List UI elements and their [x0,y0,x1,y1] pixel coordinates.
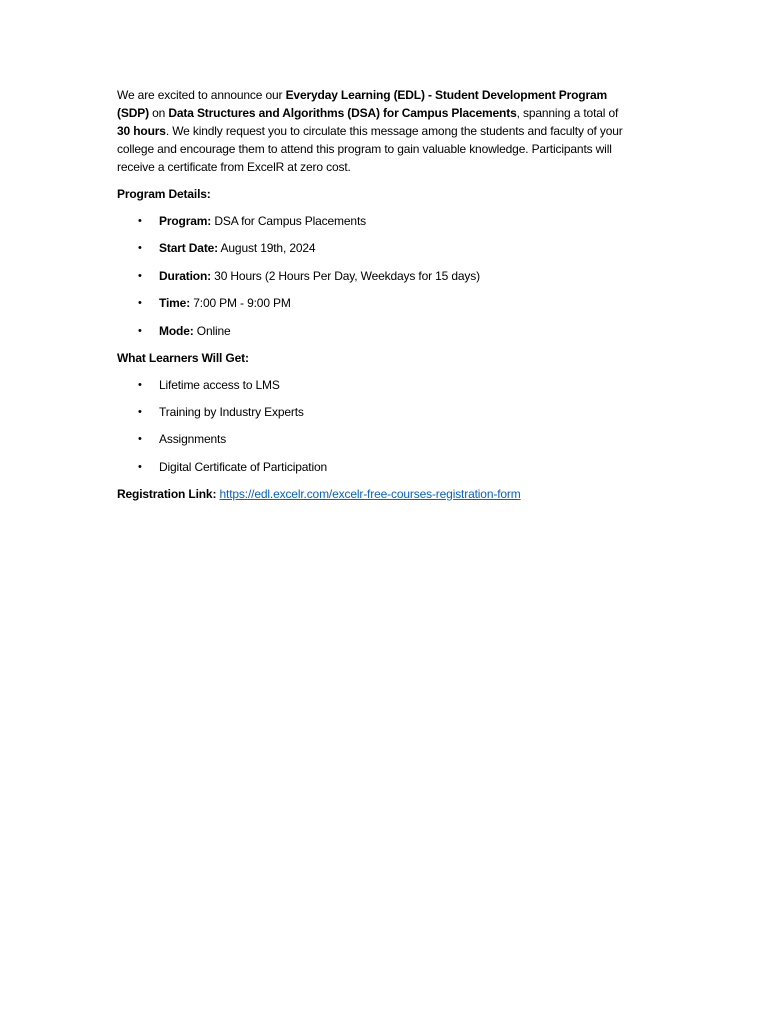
bullet-icon: • [138,405,142,418]
detail-label: Start Date: [159,241,219,256]
detail-value: DSA for Campus Placements [211,214,366,228]
program-details-list [117,212,633,340]
learners-list [117,376,633,476]
bullet-icon: • [138,433,142,446]
program-details-heading: Program Details: [117,187,211,201]
bullet-icon: • [138,297,142,310]
intro-text: . We kindly request you to circulate this message among the students and faculty of your college and encourage them to attend this program to gain valuable knowledge. Participants will receive a certificate from ExcelR at zero cost. [117,124,623,174]
detail-label: Time: [159,296,191,311]
benefit-text: Digital Certificate of Participation [159,459,328,474]
course-name: Data Structures and Algorithms (DSA) for Campus Placements [168,106,517,120]
learner-benefit-item [117,458,633,476]
detail-value: Online [193,323,231,338]
bullet-icon: • [138,215,142,227]
learners-heading: What Learners Will Get: [117,350,249,365]
document-body [117,86,633,503]
registration-link[interactable]: https://edl.excelr.com/excelr-free-courses-registration-form [219,486,521,501]
bullet-icon: • [138,324,142,337]
program-detail-item [117,239,633,257]
learner-benefit-item [117,430,633,448]
benefit-text: Assignments [159,432,227,447]
detail-value: August 19th, 2024 [218,241,316,256]
benefit-text: Training by Industry Experts [159,404,304,419]
program-detail-item [117,212,633,230]
intro-paragraph [117,86,633,176]
program-detail-item [117,294,633,312]
bullet-icon: • [138,269,142,282]
intro-text: on [148,106,169,120]
learner-benefit-item [117,403,633,421]
detail-label: Mode: [159,323,194,338]
learner-benefit-item [117,376,633,394]
bullet-icon: • [138,460,142,473]
bullet-icon: • [138,378,142,391]
detail-label: Duration: [159,268,211,283]
intro-text: , spanning a total of [516,106,619,120]
registration-label: Registration Link: [117,486,217,501]
program-detail-item [117,322,633,340]
detail-value: 30 Hours (2 Hours Per Day, Weekdays for 15 days) [210,268,480,283]
total-hours: 30 hours [117,124,166,138]
program-name: Everyday Learning (EDL) - Student Development Program (SDP) [117,88,608,120]
detail-value: 7:00 PM - 9:00 PM [190,296,291,311]
registration-line [117,485,633,503]
intro-text: We are excited to announce our [117,88,286,102]
program-detail-item [117,267,633,285]
detail-label: Program: [159,214,212,228]
bullet-icon: • [138,242,142,255]
benefit-text: Lifetime access to LMS [159,377,280,392]
